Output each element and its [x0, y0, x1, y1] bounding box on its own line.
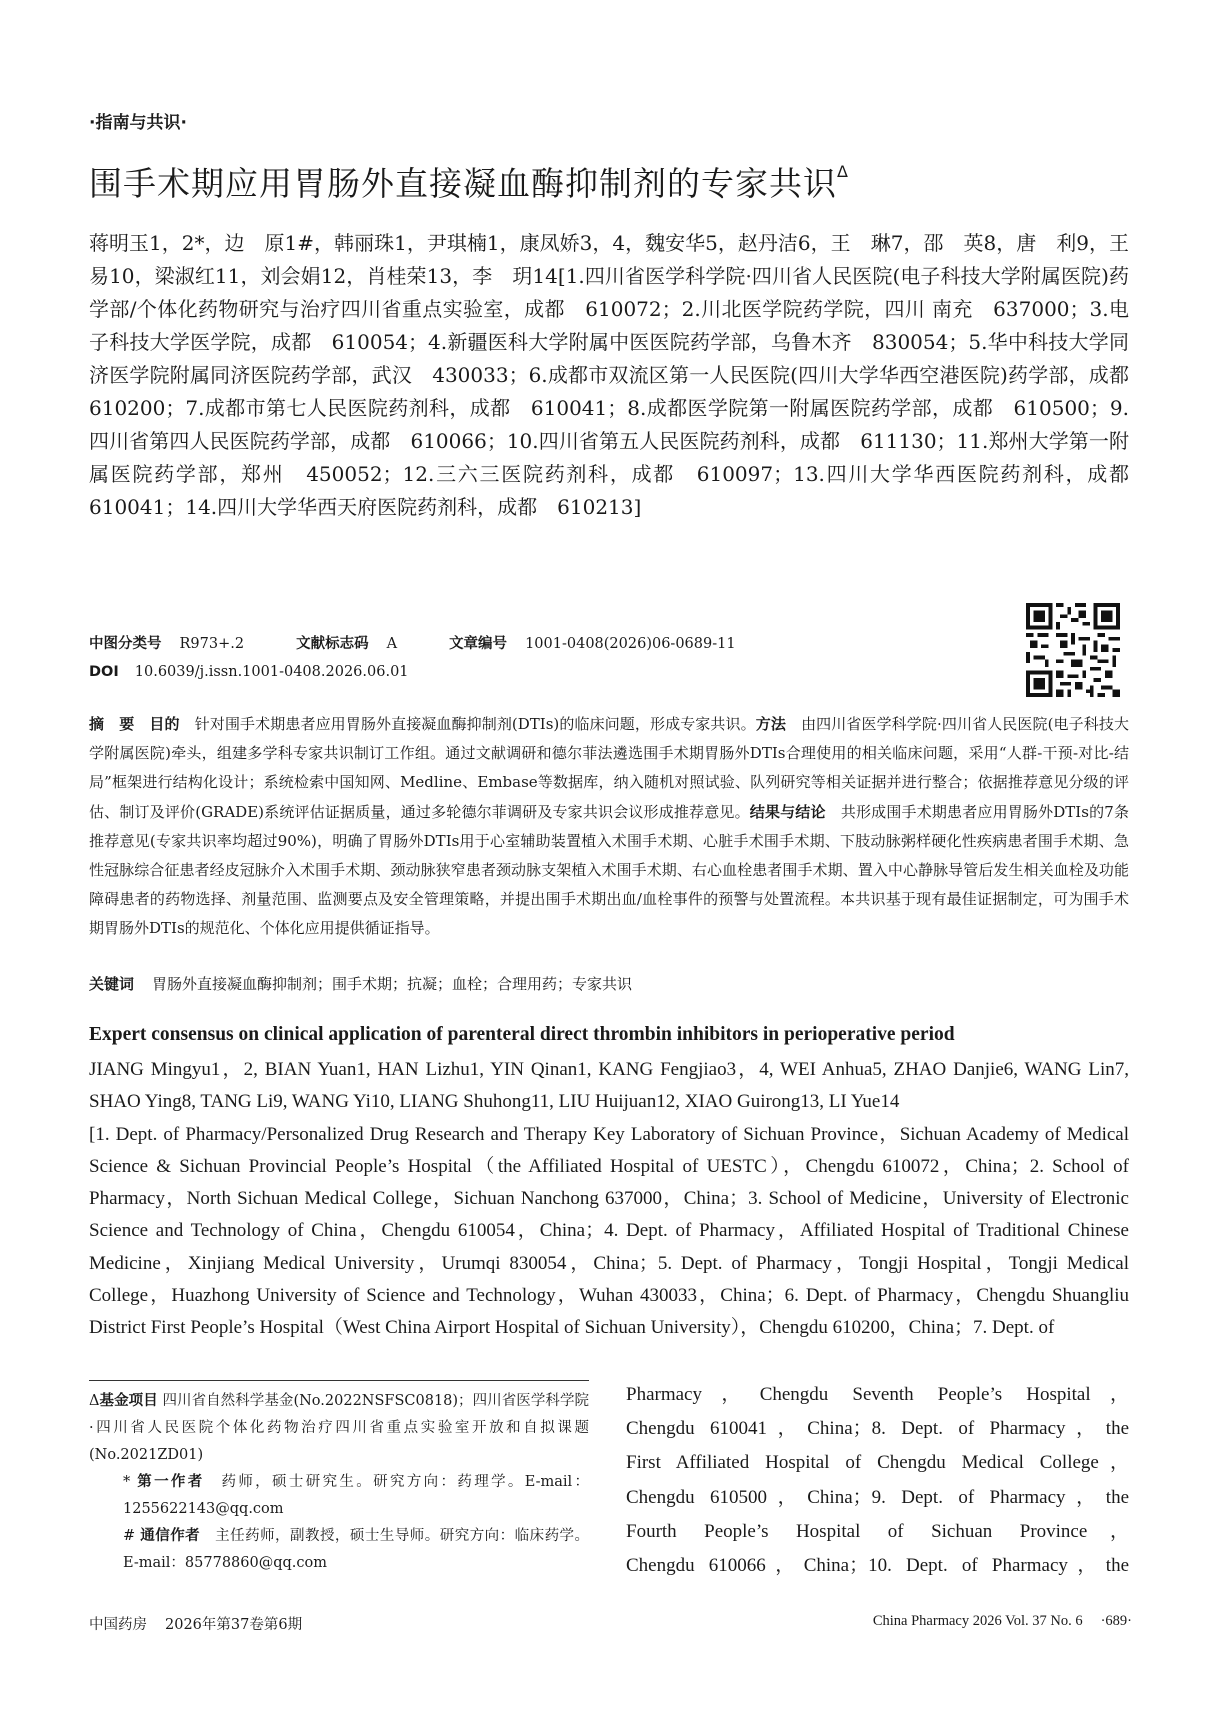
- affil-col-line: Fourth People’s Hospital of Sichuan Province，: [626, 1520, 1129, 1542]
- footer-right: [873, 1613, 1132, 1630]
- footer-issue-cn: 2026年第37卷第6期: [165, 1617, 303, 1633]
- objective-label: 目的: [149, 715, 180, 733]
- objective-text: 针对围手术期患者应用胃肠外直接凝血酶抑制剂(DTIs)的临床问题，形成专家共识。: [194, 715, 756, 733]
- first-author-mark: *: [123, 1474, 131, 1490]
- authors-affiliations-cn: 蒋明玉1，2*，边 原1#，韩丽珠1，尹琪楠1，康凤娇3，4，魏安华5，赵丹洁6，王 琳7，邵 英8，唐 利9，王 易10，梁淑红11，刘会娟12，肖桂荣13，李 玥14[1.四川省医学科学院·四川省人民医院(电子科技大学附属医院)药学部/个体化药物研究与治疗四川省重点实验室，成都 610072；2.川北医学院药学院，四川 南充 637000；3.电子科技大学医学院，成都 610054；4.新疆医科大学附属中医医院药学部，乌鲁木齐 830054；5.华中科技大学同济医学院附属同济医院药学部，武汉 430033；6.成都市双流区第一人民医院(四川大学华西空港医院)药学部，成都 610200；7.成都市第七人民医院药剂科，成都 610041；8.成都医学院第一附属医院药学部，成都 610500；9.四川省第四人民医院药学部，成都 610066；10.四川省第五人民医院药剂科，成都 611130；11.郑州大学第一附属医院药学部，郑州 450052；12.三六三医院药剂科，成都 610097；13.四川大学华西医院药剂科，成都 610041；14.四川大学华西天府医院药剂科，成都 610213]: [89, 231, 1149, 519]
- affil-col-line: Chengdu 610066，China；10. Dept. of Pharmacy，the: [626, 1555, 1129, 1577]
- english-authors-affiliations: [89, 1054, 1129, 1345]
- fund-note-mark: Δ: [89, 1393, 100, 1409]
- english-authors: JIANG Mingyu1，2, BIAN Yuan1, HAN Lizhu1, YIN Qinan1, KANG Fengjiao3，4, WEI Anhua5, ZHAO Danjie6, WANG Lin7, SHAO Ying8, TANG Li9, WANG Yi10, LIANG Shuhong11, LIU Huijuan12, XIAO Guirong13, LI Yue14: [89, 1059, 1129, 1113]
- results-text: 共形成围手术期患者应用胃肠外DTIs的7条推荐意见(专家共识率均超过90%)，明确了胃肠外DTIs用于心室辅助装置植入术围手术期、心脏手术围手术期、下肢动脉粥样硬化性疾病患者围手术期、急性冠脉综合征患者经皮冠脉介入术围手术期、颈动脉狭窄患者颈动脉支架植入术围手术期、右心血栓患者围手术期、置入中心静脉导管后发生相关血栓及功能障碍患者的药物选择、剂量范围、监测要点及安全管理策略，并提出围手术期出血/血栓事件的预警与处置流程。本共识基于现有最佳证据制定，可为围手术期胃肠外DTIs的规范化、个体化应用提供循证指导。: [89, 802, 1129, 938]
- doi-value: 10.6039/j.issn.1001-0408.2026.06.01: [134, 664, 409, 680]
- methods-label: 方法: [755, 715, 786, 733]
- results-label: 结果与结论: [749, 802, 826, 821]
- first-author-label: 第一作者: [137, 1474, 205, 1490]
- affil-col-line: First Affiliated Hospital of Chengdu Medical College，: [626, 1452, 1129, 1474]
- qr-code-icon[interactable]: [1026, 603, 1120, 697]
- abstract-label: 摘 要: [89, 715, 135, 733]
- footer-issue-en: 2026 Vol. 37 No. 6: [972, 1613, 1083, 1629]
- corresponding-author-text: 主任药师，副教授，硕士生导师。研究方向：临床药学。E-mail：85778860@qq.com: [123, 1528, 590, 1571]
- article-title: [89, 158, 849, 205]
- english-title: Expert consensus on clinical application of parenteral direct thrombin inhibitors in perioperative period: [89, 1024, 955, 1045]
- corresponding-author-note: [89, 1523, 589, 1577]
- affil-col-line: Pharmacy，Chengdu Seventh People’s Hospital，: [626, 1384, 1129, 1405]
- corresponding-author-mark: #: [123, 1528, 136, 1544]
- footnote-divider: [89, 1380, 589, 1381]
- section-tag: ·指南与共识·: [89, 113, 187, 133]
- article-no-label: 文章编号: [449, 636, 508, 652]
- fund-note: [89, 1388, 589, 1469]
- first-author-note: [89, 1469, 589, 1523]
- abstract-cn: [89, 710, 1129, 944]
- english-affiliations-continued: [626, 1378, 1129, 1583]
- footer-left: [89, 1613, 302, 1634]
- doc-code-value: A: [386, 636, 398, 652]
- article-title-text: 围手术期应用胃肠外直接凝血酶抑制剂的专家共识: [89, 164, 837, 203]
- meta-line-2: [89, 658, 736, 686]
- article-meta: [89, 630, 736, 686]
- meta-line-1: [89, 630, 736, 658]
- page-number: ·689·: [1100, 1613, 1132, 1629]
- affil-col-line: Chengdu 610041，China；8. Dept. of Pharmacy，the: [626, 1418, 1129, 1440]
- fund-note-label: 基金项目: [99, 1393, 158, 1409]
- keywords-label: 关键词: [89, 975, 135, 993]
- clc-label: 中图分类号: [89, 636, 162, 652]
- affil-col-line: Chengdu 610500，China；9. Dept. of Pharmacy，the: [626, 1486, 1129, 1508]
- footnotes: [89, 1388, 589, 1577]
- fund-note-text: 四川省自然科学基金(No.2022NSFSC0818)；四川省医学科学院·四川省人民医院个体化药物治疗四川省重点实验室开放和自拟课题(No.2021ZD01): [89, 1393, 590, 1463]
- keywords-cn: [89, 970, 632, 998]
- corresponding-author-label: 通信作者: [140, 1528, 201, 1544]
- footer-journal-cn: 中国药房: [89, 1617, 147, 1633]
- methods-text: 由四川省医学科学院·四川省人民医院(电子科技大学附属医院)牵头，组建多学科专家共识制订工作组。通过文献调研和德尔菲法遴选围手术期胃肠外DTIs合理使用的相关临床问题，采用“人群-干预-对比-结局”框架进行结构化设计；系统检索中国知网、Medline、Embase等数据库，纳入随机对照试验、队列研究等相关证据并进行整合；依据推荐意见分级的评估、制订及评价(GRADE)系统评估证据质量，通过多轮德尔菲调研及专家共识会议形成推荐意见。: [89, 715, 1129, 821]
- doi-label: DOI: [89, 664, 119, 680]
- keywords-text: 胃肠外直接凝血酶抑制剂；围手术期；抗凝；血栓；合理用药；专家共识: [152, 975, 633, 993]
- article-no-value: 1001-0408(2026)06-0689-11: [525, 636, 736, 652]
- first-author-text: 药师，硕士研究生。研究方向：药理学。E-mail：1255622143@qq.com: [123, 1474, 590, 1517]
- fund-mark: Δ: [837, 162, 849, 181]
- footer-journal-en: China Pharmacy: [872, 1613, 970, 1629]
- doc-code-label: 文献标志码: [296, 636, 369, 652]
- clc-value: R973+.2: [179, 636, 245, 652]
- english-affiliations: [1. Dept. of Pharmacy/Personalized Drug Research and Therapy Key Laboratory of Sichuan Province，Sichuan Academy of Medical Science & Sichuan Provincial People’s Hospital（the Affiliated Hospital of UESTC），Chengdu 610072，China；2. School of Pharmacy，North Sichuan Medical College，Sichuan Nanchong 637000，China；3. School of Medicine，University of Electronic Science and Technology of China，Chengdu 610054，China；4. Dept. of Pharmacy，Affiliated Hospital of Traditional Chinese Medicine，Xinjiang Medical University，Urumqi 830054，China；5. Dept. of Pharmacy，Tongji Hospital，Tongji Medical College，Huazhong University of Science and Technology，Wuhan 430033，China；6. Dept. of Pharmacy，Chengdu Shuangliu District First People’s Hospital（West China Airport Hospital of Sichuan University），Chengdu 610200，China；7. Dept. of: [89, 1123, 1129, 1339]
